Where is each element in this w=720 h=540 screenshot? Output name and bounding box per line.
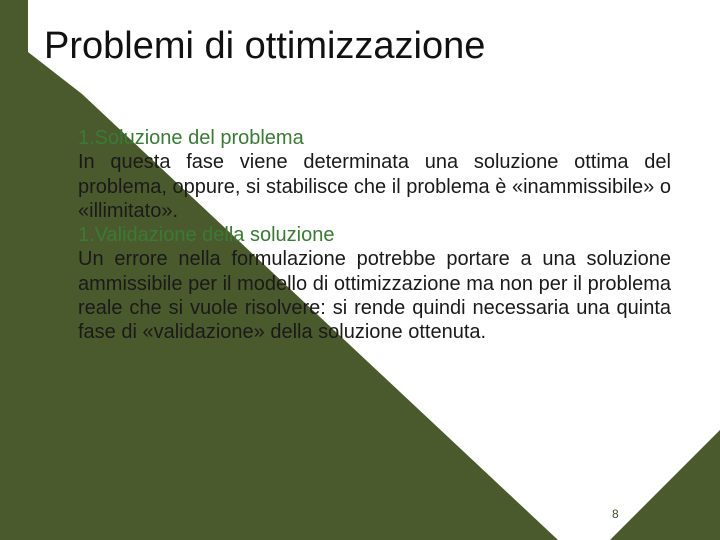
slide-title: Problemi di ottimizzazione bbox=[44, 25, 486, 67]
paragraph-validation: Un errore nella formulazione potrebbe portare a una soluzione ammissibile per il modello di ottimizzazione ma non per il problema reale che si vuole risolvere: si rende quindi necessaria una quinta fase di «validazione» della soluzione ottenuta. bbox=[78, 248, 671, 344]
section-heading-solution: 1.Soluzione del problema bbox=[78, 127, 304, 149]
slide-body bbox=[78, 126, 671, 345]
page-number: 8 bbox=[612, 507, 619, 521]
olive-right-shape bbox=[610, 430, 720, 540]
paragraph-solution: In questa fase viene determinata una soluzione ottima del problema, oppure, si stabilisce che il problema è «inammissibile» o «illimitato». bbox=[78, 151, 671, 222]
section-heading-validation: 1.Validazione della soluzione bbox=[78, 224, 335, 247]
